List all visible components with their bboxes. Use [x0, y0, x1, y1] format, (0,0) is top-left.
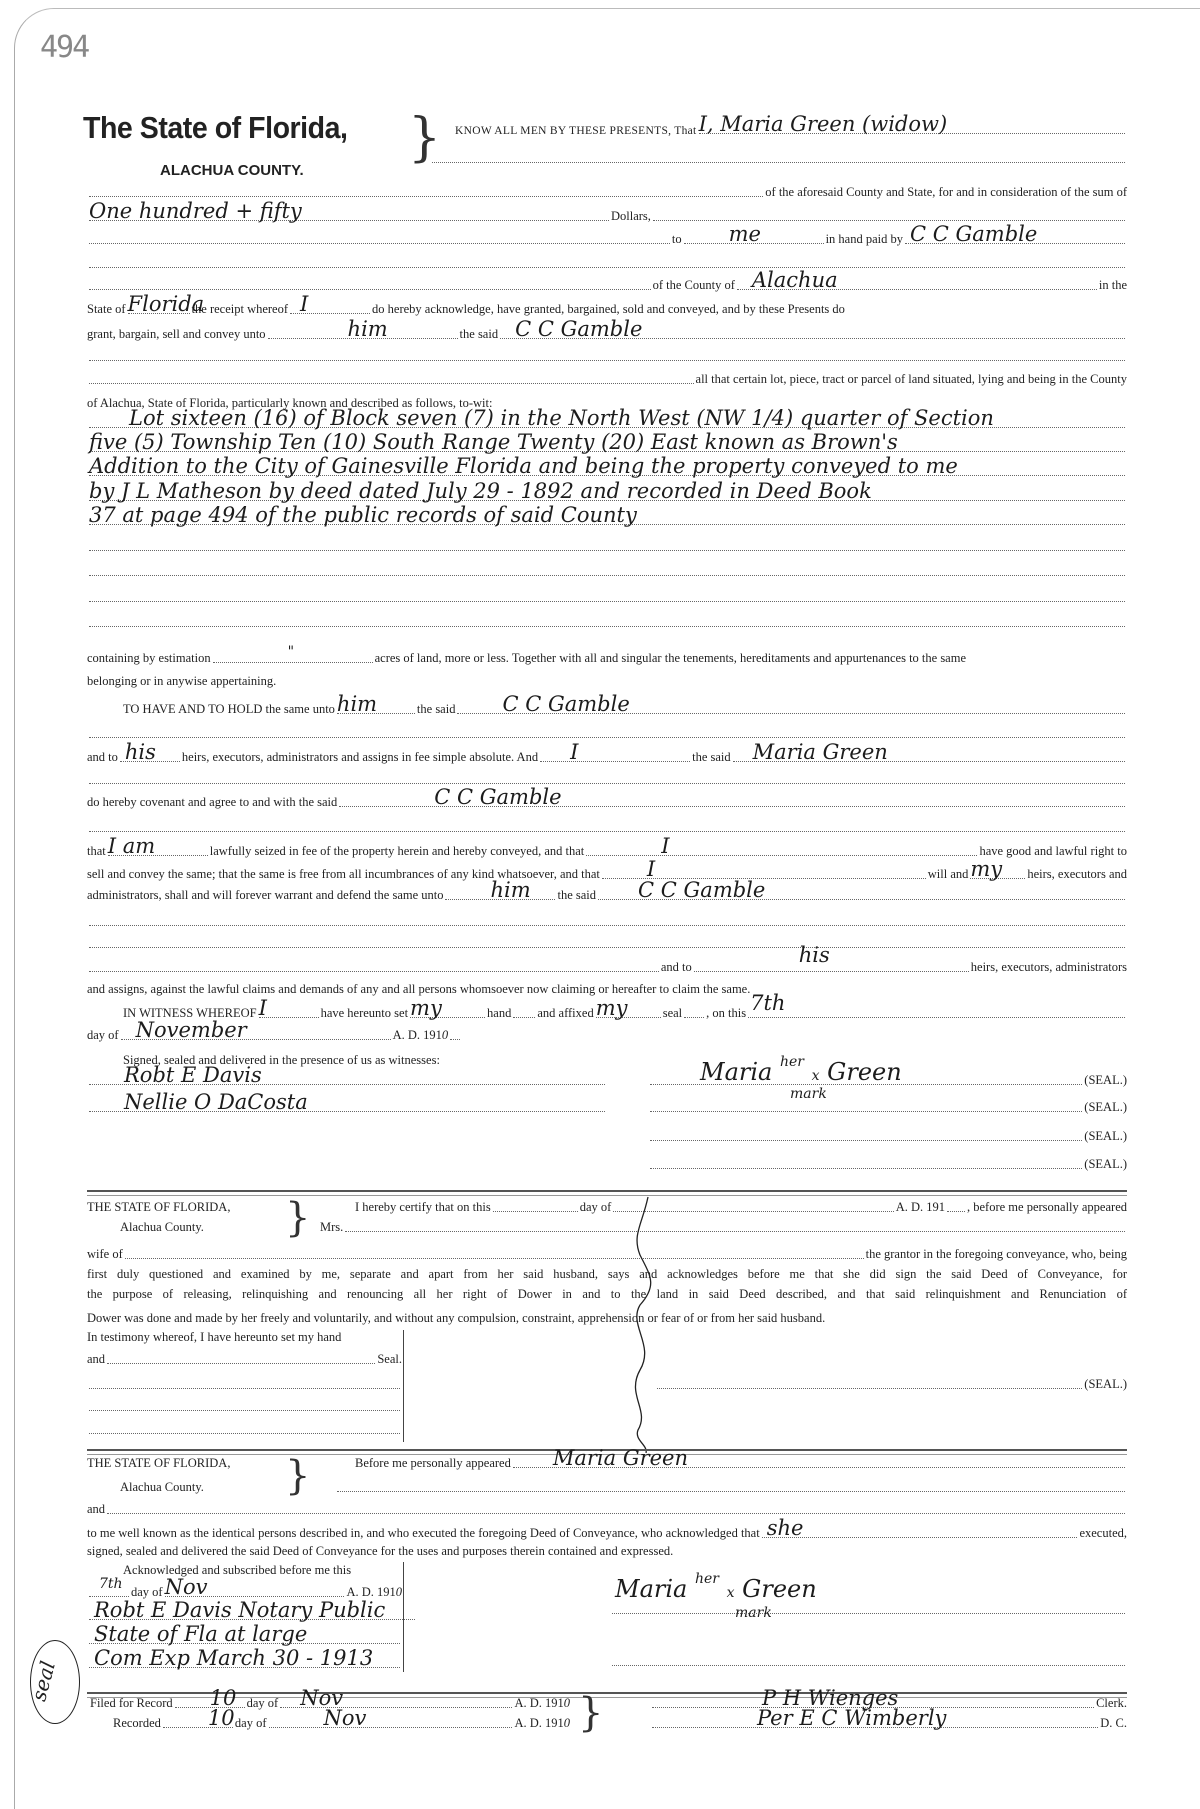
signature-line-3: (SEAL.)	[648, 1125, 1127, 1145]
assigns-row: and assigns, against the lawful claims and demands of any and all persons whomsoever now claiming or hereafter to claim the same.	[87, 982, 751, 996]
county-desc-row: of Alachua, State of Florida, particularly known and described as follows, to-wit:	[87, 396, 493, 410]
document-title: The State of Florida,	[83, 110, 348, 145]
amount-row: One hundred + fifty Dollars,	[87, 205, 1127, 225]
signed-row: Signed, sealed and delivered in the presence of us as witnesses:	[123, 1053, 440, 1067]
mrs-row: Mrs.	[320, 1216, 1127, 1236]
grant-row: grant, bargain, sell and convey unto him the said C C Gamble	[87, 323, 1127, 343]
ack-and-row: and	[87, 1498, 1127, 1518]
ack-date-row: 7th day of Nov A. D. 191 0	[87, 1581, 402, 1601]
recorded-row: Recorded 10 day of Nov A. D. 191 0	[113, 1706, 570, 1730]
mrs-field	[345, 1230, 1125, 1232]
county-row: of the County of Alachua in the	[87, 274, 1127, 294]
bracket-line	[403, 1562, 404, 1672]
blank-line	[87, 1395, 402, 1415]
appeared-row: Before me personally appeared Maria Green	[355, 1452, 1127, 1472]
page-number: 494	[40, 30, 89, 65]
blank-line	[87, 1418, 402, 1438]
witness-row: IN WITNESS WHEREOF I have hereunto set my hand and affixed my seal , on this 7th	[123, 1002, 1127, 1022]
cancellation-squiggle	[620, 1195, 680, 1455]
wife-row: wife of the grantor in the foregoing conveyance, who, being	[87, 1247, 1127, 1261]
blank-line	[87, 535, 1127, 555]
grantor-field: I, Maria Green (widow)	[699, 132, 1125, 134]
belonging-row: belonging or in anywise appertaining.	[87, 674, 277, 688]
blank-line	[87, 586, 1127, 606]
witness-date-row: day of November A. D. 191 0	[87, 1024, 587, 1044]
paid-row: to me in hand paid by C C Gamble	[87, 228, 1127, 248]
blank-line	[87, 816, 1127, 836]
description-line: 37 at page 494 of the public records of said County	[87, 509, 1127, 529]
signature-line-2: (SEAL.)	[648, 1096, 1127, 1116]
warrant-row: administrators, shall and will forever warrant and defend the same unto him the said C C Gamble	[87, 884, 1127, 904]
description-line: five (5) Township Ten (10) South Range Twenty (20) East known as Brown's	[87, 436, 1127, 456]
acreage-row: containing by estimation " acres of land, more or less. Together with all and singular the tenements, hereditaments and appurtenances to the same	[87, 644, 966, 665]
covenant-row: do hereby covenant and agree to and with the said C C Gamble	[87, 791, 1127, 811]
dower-signature-line: (SEAL.)	[655, 1373, 1127, 1393]
blank-line	[87, 560, 1127, 580]
signature-line-4: (SEAL.)	[648, 1153, 1127, 1173]
parcel-row: all that certain lot, piece, tract or parcel of land situated, lying and being in the County	[87, 368, 1127, 388]
ack-grantor-signature: Maria $^{her}$ x Green mark	[615, 1571, 817, 1621]
brace-icon: }	[285, 1195, 311, 1241]
blank-line	[87, 345, 1127, 365]
ack-signature-line	[610, 1598, 1127, 1618]
deputy-row: Per E C Wimberly D. C.	[650, 1712, 1127, 1732]
notary-line: Com Exp March 30 - 1913	[87, 1652, 402, 1672]
dower-state: THE STATE OF FLORIDA,	[87, 1200, 231, 1214]
consideration-row: of the aforesaid County and State, for and in consideration of the sum of	[87, 181, 1127, 201]
ack-state: THE STATE OF FLORIDA,	[87, 1456, 231, 1470]
blank-line	[87, 611, 1127, 631]
paid-by-field: C C Gamble	[905, 242, 1125, 244]
amount-field: One hundred + fifty	[89, 219, 609, 221]
notary-line: State of Fla at large	[87, 1628, 402, 1648]
dower-paragraph-line: Dower was done and made by her freely and voluntarily, and without any compulsion, constraint, apprehension or fear of or from her said husband.	[87, 1311, 826, 1325]
notary-seal-stamp: seal	[30, 1640, 80, 1724]
brace-icon: }	[578, 1690, 604, 1736]
heirs-admin-row: and to his heirs, executors, administrators	[87, 956, 1127, 976]
blank-line	[87, 722, 1127, 742]
ack-signed-row: signed, sealed and delivered the said Deed of Conveyance for the uses and purposes therein contained and expressed.	[87, 1544, 674, 1558]
witness-line-1: Robt E Davis	[87, 1069, 607, 1089]
known-row: to me well known as the identical persons described in, and who executed the foregoing Deed of Conveyance, who acknowledged that she executed,	[87, 1516, 1127, 1540]
blank-line	[87, 252, 1127, 272]
certify-row: I hereby certify that on this day of A. D. 191 , before me personally appeared	[355, 1200, 1127, 1214]
clerk-row: P H Wienges Clerk.	[650, 1692, 1127, 1712]
intro-row: KNOW ALL MEN BY THESE PRESENTS, That I, Maria Green (widow)	[455, 118, 1127, 138]
notary-line: Robt E Davis Notary Public	[87, 1604, 417, 1624]
blank-line	[87, 910, 1127, 930]
blank-line	[87, 932, 1127, 952]
description-line: by J L Matheson by deed dated July 29 - 1892 and recorded in Deed Book	[87, 485, 1127, 505]
brace-icon: }	[285, 1453, 311, 1499]
habendum-row: TO HAVE AND TO HOLD the same unto him the said C C Gamble	[123, 698, 1127, 718]
blank-line	[430, 147, 1127, 167]
description-line: Addition to the City of Gainesville Florida and being the property conveyed to me	[87, 460, 1127, 480]
testimony-seal-row: and Seal.	[87, 1352, 402, 1366]
brace-icon: }	[408, 108, 442, 168]
bracket-line	[403, 1330, 404, 1442]
dower-county: Alachua County.	[120, 1220, 204, 1234]
seized-row: that I am lawfully seized in fee of the property herein and hereby conveyed, and that I have good and lawful right to	[87, 834, 1127, 858]
county-heading: ALACHUA COUNTY.	[160, 162, 304, 179]
witness-line-2: Nellie O DaCosta	[87, 1096, 607, 1116]
sell-row: sell and convey the same; that the same is free from all incumbrances of any kind whatsoever, and that I will and my heirs, executors and	[87, 857, 1127, 881]
blank-line	[335, 1476, 1127, 1496]
heirs-row: and to his heirs, executors, administrators and assigns in fee simple absolute. And I the said Maria Green	[87, 746, 1127, 766]
filed-row: Filed for Record 10 day of Nov A. D. 191 0	[90, 1686, 570, 1710]
dower-paragraph-line: first duly questioned and examined by me, separate and apart from her said husband, says and acknowledges before me that she did sign the said Deed of Conveyance, for	[87, 1267, 1127, 1281]
ack-county: Alachua County.	[120, 1480, 204, 1494]
testimony-row: In testimony whereof, I have hereunto set my hand	[87, 1330, 342, 1344]
ack-signature-line	[610, 1650, 1127, 1670]
dower-paragraph-line: the purpose of releasing, relinquishing and renouncing all her right of Dower in and to the land in said Deed described, and that said relinquishment and Renunciation of	[87, 1287, 1127, 1301]
state-row: State of Florida the receipt whereof I do hereby acknowledge, have granted, bargained, sold and conveyed, and by these Presents do	[87, 292, 845, 316]
signature-line-1: (SEAL.)	[648, 1069, 1127, 1089]
blank-line	[87, 768, 1127, 788]
acknowledged-row: Acknowledged and subscribed before me this	[123, 1563, 352, 1577]
description-line: Lot sixteen (16) of Block seven (7) in the North West (NW 1/4) quarter of Section	[87, 412, 1127, 432]
blank-line	[87, 1373, 402, 1393]
grantor-signature: Maria $^{her}$ x Green mark	[700, 1054, 902, 1102]
